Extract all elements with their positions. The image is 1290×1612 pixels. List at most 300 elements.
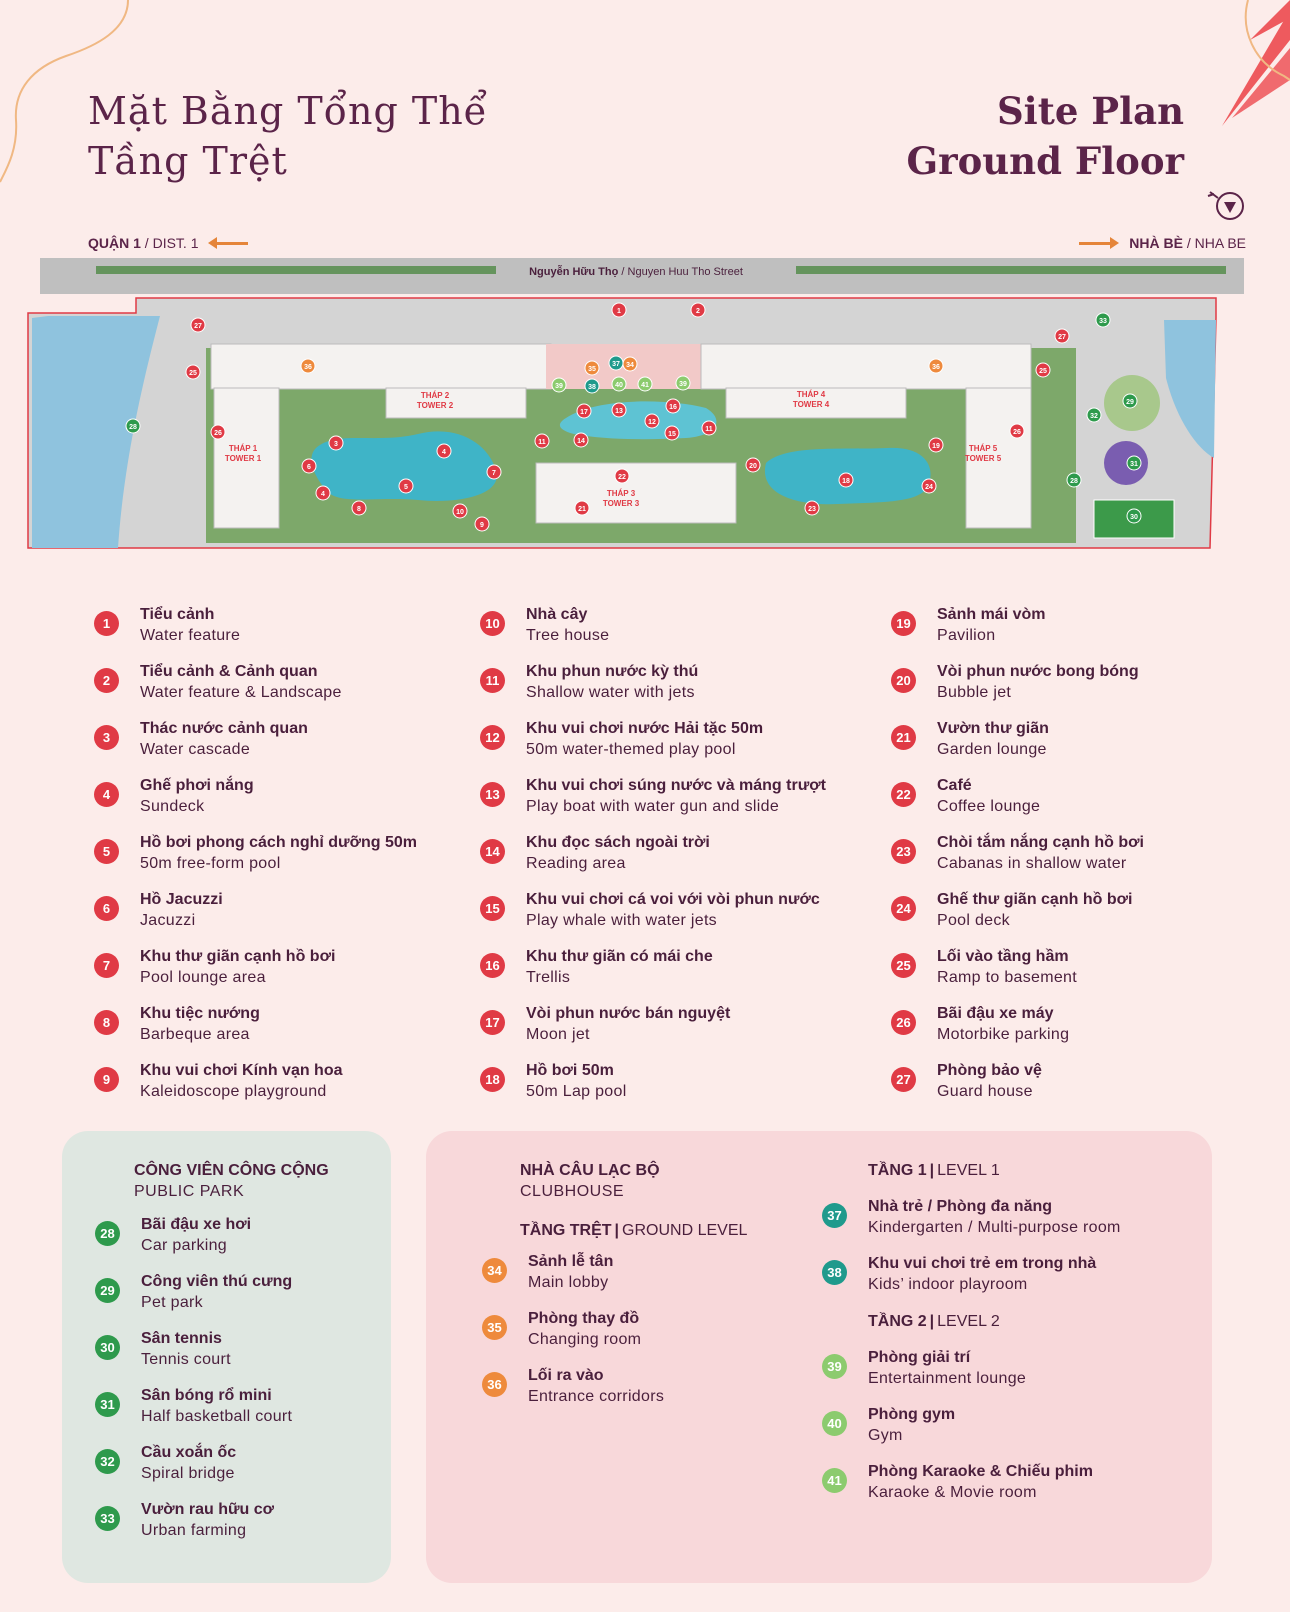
map-marker-33 xyxy=(1096,313,1110,327)
map-marker-number: 15 xyxy=(668,431,676,438)
legend-label-vi: Tiểu cảnh & Cảnh quan xyxy=(140,663,318,680)
legend-item-41 xyxy=(822,1462,1202,1519)
map-marker-number: 17 xyxy=(580,409,588,416)
legend-label-en: Karaoke & Movie room xyxy=(868,1484,1037,1501)
map-marker-number: 4 xyxy=(321,491,325,498)
map-marker-35 xyxy=(585,361,599,375)
legend-item-2 xyxy=(94,662,464,719)
map-marker-36 xyxy=(929,359,943,373)
legend-label-vi: Phòng bảo vệ xyxy=(937,1062,1042,1079)
street-label: Nguyễn Hữu Thọ / Nguyen Huu Tho Street xyxy=(529,266,743,278)
public-park-list xyxy=(95,1215,385,1557)
legend-number-badge: 4 xyxy=(94,782,119,807)
legend-label-vi: Bãi đậu xe hơi xyxy=(141,1216,252,1233)
legend-label-vi: Sân bóng rổ mini xyxy=(141,1387,272,1404)
legend-label-en: Kids’ indoor playroom xyxy=(868,1276,1028,1293)
legend-number-badge: 22 xyxy=(891,782,916,807)
legend-item-20 xyxy=(891,662,1221,719)
map-marker-number: 4 xyxy=(442,449,446,456)
legend-label-vi: Ghế thư giãn cạnh hồ bơi xyxy=(937,891,1133,908)
legend-number-badge: 28 xyxy=(95,1221,120,1246)
map-marker-22 xyxy=(615,469,629,483)
map-marker-34 xyxy=(623,357,637,371)
legend-label-en: Play whale with water jets xyxy=(526,912,717,929)
dir-right-vi: NHÀ BÈ xyxy=(1129,235,1183,251)
legend-number-badge: 40 xyxy=(822,1411,847,1436)
tower-4-label-en: TOWER 4 xyxy=(792,400,830,409)
legend-number-badge: 35 xyxy=(482,1315,507,1340)
map-marker-number: 22 xyxy=(618,474,626,481)
map-marker-26 xyxy=(1010,424,1024,438)
legend-label-en: Ramp to basement xyxy=(937,969,1077,986)
legend-label-vi: Lối ra vào xyxy=(528,1367,604,1384)
legend-item-11 xyxy=(480,662,880,719)
legend-label-vi: Nhà cây xyxy=(526,606,588,623)
legend-label-en: Pet park xyxy=(141,1294,203,1311)
legend-item-8 xyxy=(94,1004,464,1061)
clubhouse-header xyxy=(520,1161,660,1202)
legend-item-5 xyxy=(94,833,464,890)
map-marker-28 xyxy=(126,419,140,433)
legend-label-en: 50m free-form pool xyxy=(140,855,281,872)
map-marker-number: 2 xyxy=(696,308,700,315)
legend-label-vi: Vườn rau hữu cơ xyxy=(141,1501,275,1518)
map-marker-number: 9 xyxy=(480,522,484,529)
legend-label-en: Play boat with water gun and slide xyxy=(526,798,780,815)
map-marker-12 xyxy=(645,414,659,428)
level-2-heading xyxy=(868,1311,1000,1333)
legend-item-21 xyxy=(891,719,1221,776)
north-compass-icon xyxy=(1206,188,1246,224)
map-marker-24 xyxy=(922,479,936,493)
map-marker-4 xyxy=(437,444,451,458)
dir-left-en: DIST. 1 xyxy=(152,235,199,251)
legend-label-vi: Phòng Karaoke & Chiếu phim xyxy=(868,1463,1093,1480)
legend-item-7 xyxy=(94,947,464,1004)
map-marker-number: 25 xyxy=(1039,368,1047,375)
map-marker-number: 36 xyxy=(932,364,940,371)
map-marker-number: 1 xyxy=(617,308,621,315)
map-marker-1 xyxy=(612,303,626,317)
map-marker-number: 24 xyxy=(925,484,933,491)
legend-number-badge: 39 xyxy=(822,1354,847,1379)
legend-item-14 xyxy=(480,833,880,890)
clubhouse-panel xyxy=(426,1131,1212,1583)
map-marker-number: 28 xyxy=(1070,478,1078,485)
ground-level-en: GROUND LEVEL xyxy=(622,1222,748,1239)
legend-label-en: Tennis court xyxy=(141,1351,231,1368)
legend-label-en: Sundeck xyxy=(140,798,205,815)
map-marker-number: 23 xyxy=(808,506,816,513)
map-marker-39 xyxy=(552,378,566,392)
legend-label-en: Pool deck xyxy=(937,912,1010,929)
legend-number-badge: 10 xyxy=(480,611,505,636)
legend-item-30 xyxy=(95,1329,385,1386)
map-marker-25 xyxy=(186,365,200,379)
map-marker-11 xyxy=(702,421,716,435)
map-marker-32 xyxy=(1087,408,1101,422)
map-marker-number: 18 xyxy=(842,478,850,485)
legend-label-vi: Tiểu cảnh xyxy=(140,606,215,623)
street-label-en: Nguyen Huu Tho Street xyxy=(627,266,743,278)
map-marker-number: 35 xyxy=(588,366,596,373)
site-plan-map xyxy=(26,258,1244,568)
legend-item-9 xyxy=(94,1061,464,1118)
legend-label-vi: Hồ bơi 50m xyxy=(526,1062,614,1079)
map-marker-number: 7 xyxy=(492,470,496,477)
title-en-line1: Site Plan xyxy=(996,89,1184,133)
legend-number-badge: 41 xyxy=(822,1468,847,1493)
legend-number-badge: 33 xyxy=(95,1506,120,1531)
arrow-right-icon xyxy=(1079,242,1113,245)
legend-item-35 xyxy=(482,1309,812,1366)
map-marker-3 xyxy=(329,436,343,450)
legend-number-badge: 9 xyxy=(94,1067,119,1092)
legend-number-badge: 25 xyxy=(891,953,916,978)
public-park-panel xyxy=(62,1131,391,1583)
tower-1-label-vi: THÁP 1 xyxy=(228,444,258,453)
legend-label-en: Jacuzzi xyxy=(140,912,196,929)
legend-number-badge: 13 xyxy=(480,782,505,807)
legend-label-vi: Khu phun nước kỳ thú xyxy=(526,663,699,680)
tower-1-label-en: TOWER 1 xyxy=(224,454,262,463)
legend-number-badge: 14 xyxy=(480,839,505,864)
legend-number-badge: 32 xyxy=(95,1449,120,1474)
legend-item-29 xyxy=(95,1272,385,1329)
legend-label-vi: Khu thư giãn có mái che xyxy=(526,948,713,965)
map-marker-number: 32 xyxy=(1090,413,1098,420)
map-marker-18 xyxy=(839,473,853,487)
legend-item-16 xyxy=(480,947,880,1004)
map-marker-20 xyxy=(746,458,760,472)
legend-number-badge: 21 xyxy=(891,725,916,750)
title-en-line2: Ground Floor xyxy=(906,139,1184,183)
legend-label-vi: Thác nước cảnh quan xyxy=(140,720,308,737)
legend-label-vi: Công viên thú cưng xyxy=(141,1273,293,1290)
map-marker-number: 27 xyxy=(1058,334,1066,341)
map-marker-number: 37 xyxy=(612,361,620,368)
level-1-sep: | xyxy=(929,1162,935,1179)
legend-item-4 xyxy=(94,776,464,833)
legend-label-en: Entertainment lounge xyxy=(868,1370,1027,1387)
legend-number-badge: 16 xyxy=(480,953,505,978)
map-marker-16 xyxy=(666,399,680,413)
legend-item-37 xyxy=(822,1197,1202,1254)
legend-label-vi: Lối vào tầng hầm xyxy=(937,948,1069,965)
ground-level-sep: | xyxy=(614,1222,620,1239)
legend-number-badge: 8 xyxy=(94,1010,119,1035)
legend-label-en: Car parking xyxy=(141,1237,228,1254)
legend-label-vi: Bãi đậu xe máy xyxy=(937,1005,1054,1022)
legend-number-badge: 37 xyxy=(822,1203,847,1228)
map-marker-27 xyxy=(1055,329,1069,343)
map-marker-number: 30 xyxy=(1130,514,1138,521)
legend-column-1 xyxy=(94,605,464,1118)
map-marker-2 xyxy=(691,303,705,317)
legend-label-vi: Chòi tắm nắng cạnh hồ bơi xyxy=(937,834,1144,851)
street-label-vi: Nguyễn Hữu Thọ xyxy=(529,266,619,278)
legend-item-25 xyxy=(891,947,1221,1004)
map-marker-13 xyxy=(612,403,626,417)
map-marker-28 xyxy=(1067,473,1081,487)
map-marker-26 xyxy=(211,425,225,439)
legend-number-badge: 17 xyxy=(480,1010,505,1035)
legend-label-vi: Vườn thư giãn xyxy=(937,720,1049,737)
legend-number-badge: 27 xyxy=(891,1067,916,1092)
map-marker-number: 33 xyxy=(1099,318,1107,325)
legend-label-vi: Khu thư giãn cạnh hồ bơi xyxy=(140,948,336,965)
decorative-palm-leaf xyxy=(1180,0,1290,140)
map-marker-number: 27 xyxy=(194,323,202,330)
legend-number-badge: 24 xyxy=(891,896,916,921)
map-marker-number: 26 xyxy=(214,430,222,437)
map-marker-11 xyxy=(535,434,549,448)
map-marker-40 xyxy=(612,377,626,391)
legend-label-en: Pavilion xyxy=(937,627,996,644)
map-marker-25 xyxy=(1036,363,1050,377)
legend-number-badge: 15 xyxy=(480,896,505,921)
legend-number-badge: 6 xyxy=(94,896,119,921)
map-marker-number: 39 xyxy=(555,383,563,390)
map-marker-number: 28 xyxy=(129,424,137,431)
legend-number-badge: 23 xyxy=(891,839,916,864)
legend-label-en: Kaleidoscope playground xyxy=(140,1083,327,1100)
legend-label-vi: Cầu xoắn ốc xyxy=(141,1444,237,1461)
map-marker-29 xyxy=(1123,394,1137,408)
map-marker-8 xyxy=(352,501,366,515)
legend-label-vi: Nhà trẻ / Phòng đa năng xyxy=(868,1198,1053,1215)
legend-number-badge: 29 xyxy=(95,1278,120,1303)
clubhouse-title-en: CLUBHOUSE xyxy=(520,1183,625,1200)
map-marker-number: 11 xyxy=(538,439,546,446)
map-marker-30 xyxy=(1127,509,1141,523)
ground-level-heading xyxy=(520,1220,747,1242)
map-marker-37 xyxy=(609,356,623,370)
direction-right xyxy=(1079,235,1246,251)
legend-label-vi: Khu vui chơi trẻ em trong nhà xyxy=(868,1255,1097,1272)
legend-number-badge: 38 xyxy=(822,1260,847,1285)
map-marker-number: 13 xyxy=(615,408,623,415)
map-marker-5 xyxy=(399,479,413,493)
level-2-en: LEVEL 2 xyxy=(937,1313,1000,1330)
legend-label-en: Reading area xyxy=(526,855,626,872)
legend-number-badge: 18 xyxy=(480,1067,505,1092)
clubhouse-title-vi: NHÀ CÂU LẠC BỘ xyxy=(520,1162,660,1179)
legend-number-badge: 2 xyxy=(94,668,119,693)
legend-label-vi: Khu vui chơi Kính vạn hoa xyxy=(140,1062,343,1079)
map-marker-number: 14 xyxy=(577,438,585,445)
map-marker-number: 3 xyxy=(334,441,338,448)
legend-label-en: Motorbike parking xyxy=(937,1026,1070,1043)
map-marker-number: 25 xyxy=(189,370,197,377)
legend-column-2 xyxy=(480,605,880,1118)
legend-item-12 xyxy=(480,719,880,776)
legend-number-badge: 1 xyxy=(94,611,119,636)
legend-number-badge: 30 xyxy=(95,1335,120,1360)
level-2-list xyxy=(822,1348,1202,1519)
legend-number-badge: 31 xyxy=(95,1392,120,1417)
legend-number-badge: 7 xyxy=(94,953,119,978)
map-marker-number: 29 xyxy=(1126,399,1134,406)
level-2-sep: | xyxy=(929,1313,935,1330)
legend-label-en: Water cascade xyxy=(140,741,251,758)
legend-label-en: Moon jet xyxy=(526,1026,590,1043)
legend-item-33 xyxy=(95,1500,385,1557)
tower-5-label-vi: THÁP 5 xyxy=(968,444,998,453)
legend-label-en: Trellis xyxy=(526,969,571,986)
level-1-heading xyxy=(868,1160,1000,1182)
legend-item-6 xyxy=(94,890,464,947)
map-marker-number: 19 xyxy=(932,443,940,450)
legend-label-en: Main lobby xyxy=(528,1274,609,1291)
map-marker-21 xyxy=(575,501,589,515)
dir-left-slash: / xyxy=(144,235,149,251)
legend-item-39 xyxy=(822,1348,1202,1405)
tower-4-label-vi: THÁP 4 xyxy=(796,390,826,399)
public-park-header xyxy=(134,1161,329,1202)
public-park-title-en: PUBLIC PARK xyxy=(134,1183,245,1200)
legend-number-badge: 36 xyxy=(482,1372,507,1397)
map-marker-number: 6 xyxy=(307,464,311,471)
map-marker-36 xyxy=(301,359,315,373)
tower-2-block xyxy=(386,388,526,418)
legend-label-vi: Khu vui chơi cá voi với vòi phun nước xyxy=(526,891,820,908)
tower-3-label-en: TOWER 3 xyxy=(602,499,640,508)
legend-label-en: Kindergarten / Multi-purpose room xyxy=(868,1219,1121,1236)
legend-number-badge: 11 xyxy=(480,668,505,693)
map-marker-15 xyxy=(665,426,679,440)
legend-item-19 xyxy=(891,605,1221,662)
legend-item-34 xyxy=(482,1252,812,1309)
legend-item-28 xyxy=(95,1215,385,1272)
legend-item-31 xyxy=(95,1386,385,1443)
map-marker-14 xyxy=(574,433,588,447)
legend-label-en: Entrance corridors xyxy=(528,1388,665,1405)
legend-item-32 xyxy=(95,1443,385,1500)
legend-item-36 xyxy=(482,1366,812,1423)
legend-label-en: Urban farming xyxy=(141,1522,247,1539)
legend-number-badge: 26 xyxy=(891,1010,916,1035)
map-marker-number: 12 xyxy=(648,419,656,426)
legend-label-en: Gym xyxy=(868,1427,903,1444)
legend-label-en: Guard house xyxy=(937,1083,1033,1100)
legend-item-3 xyxy=(94,719,464,776)
map-marker-number: 16 xyxy=(669,404,677,411)
level-2-vi: TẦNG 2 xyxy=(868,1313,927,1330)
legend-label-vi: Phòng giải trí xyxy=(868,1349,971,1366)
map-marker-number: 10 xyxy=(456,509,464,516)
legend-label-en: Spiral bridge xyxy=(141,1465,235,1482)
level-1-en: LEVEL 1 xyxy=(937,1162,1000,1179)
map-marker-9 xyxy=(475,517,489,531)
title-vi-line1: Mặt Bằng Tổng Thể xyxy=(88,89,489,133)
map-marker-number: 36 xyxy=(304,364,312,371)
map-marker-41 xyxy=(638,377,652,391)
legend-label-vi: Khu vui chơi nước Hải tặc 50m xyxy=(526,720,764,737)
map-marker-23 xyxy=(805,501,819,515)
legend-item-27 xyxy=(891,1061,1221,1118)
map-marker-number: 40 xyxy=(615,382,623,389)
legend-label-vi: Hồ bơi phong cách nghỉ dưỡng 50m xyxy=(140,834,417,851)
map-marker-27 xyxy=(191,318,205,332)
tower-5-label-en: TOWER 5 xyxy=(964,454,1002,463)
dir-left-vi: QUẬN 1 xyxy=(88,235,141,251)
map-marker-number: 41 xyxy=(641,382,649,389)
legend-item-23 xyxy=(891,833,1221,890)
legend-label-vi: Hồ Jacuzzi xyxy=(140,891,223,908)
dir-right-en: NHA BE xyxy=(1194,235,1246,251)
public-park-title-vi: CÔNG VIÊN CÔNG CỘNG xyxy=(134,1162,329,1179)
legend-label-en: Bubble jet xyxy=(937,684,1012,701)
legend-label-en: 50m water-themed play pool xyxy=(526,741,736,758)
legend-item-26 xyxy=(891,1004,1221,1061)
legend-item-15 xyxy=(480,890,880,947)
legend-label-vi: Sảnh lễ tân xyxy=(528,1253,614,1270)
legend-number-badge: 34 xyxy=(482,1258,507,1283)
legend-column-3 xyxy=(891,605,1221,1118)
building-row-left xyxy=(211,344,551,389)
tower-2-label-vi: THÁP 2 xyxy=(420,391,450,400)
tower-3-label-vi: THÁP 3 xyxy=(606,489,636,498)
tower-2-label-en: TOWER 2 xyxy=(416,401,454,410)
legend-label-en: Water feature xyxy=(140,627,241,644)
legend-label-vi: Café xyxy=(937,777,972,794)
map-marker-17 xyxy=(577,404,591,418)
legend-number-badge: 19 xyxy=(891,611,916,636)
map-marker-10 xyxy=(453,504,467,518)
legend-label-vi: Vòi phun nước bong bóng xyxy=(937,663,1139,680)
legend-label-en: Tree house xyxy=(526,627,610,644)
legend-item-18 xyxy=(480,1061,880,1118)
legend-number-badge: 20 xyxy=(891,668,916,693)
legend-label-en: Changing room xyxy=(528,1331,642,1348)
legend-item-40 xyxy=(822,1405,1202,1462)
legend-number-badge: 5 xyxy=(94,839,119,864)
map-marker-7 xyxy=(487,465,501,479)
map-marker-number: 21 xyxy=(578,506,586,513)
legend-label-en: Barbeque area xyxy=(140,1026,250,1043)
ground-level-vi: TẦNG TRỆT xyxy=(520,1222,612,1239)
map-marker-number: 20 xyxy=(749,463,757,470)
title-vi-line2: Tầng Trệt xyxy=(88,139,288,183)
dir-right-slash: / xyxy=(1186,235,1191,251)
legend-label-en: Half basketball court xyxy=(141,1408,293,1425)
legend-item-10 xyxy=(480,605,880,662)
legend-label-en: 50m Lap pool xyxy=(526,1083,627,1100)
legend-item-13 xyxy=(480,776,880,833)
building-row-right xyxy=(701,344,1031,389)
map-marker-4 xyxy=(316,486,330,500)
legend-label-vi: Sân tennis xyxy=(141,1330,222,1347)
legend-label-en: Garden lounge xyxy=(937,741,1047,758)
legend-label-en: Water feature & Landscape xyxy=(140,684,342,701)
map-marker-31 xyxy=(1127,456,1141,470)
page-title-vietnamese xyxy=(88,86,488,186)
legend-label-en: Coffee lounge xyxy=(937,798,1041,815)
legend-label-vi: Khu đọc sách ngoài trời xyxy=(526,834,710,851)
map-marker-number: 11 xyxy=(705,426,713,433)
arrow-left-icon xyxy=(214,242,248,245)
map-marker-6 xyxy=(302,459,316,473)
map-marker-number: 34 xyxy=(626,362,634,369)
map-marker-number: 31 xyxy=(1130,461,1138,468)
legend-label-vi: Khu tiệc nướng xyxy=(140,1005,260,1022)
map-marker-number: 26 xyxy=(1013,429,1021,436)
legend-label-vi: Ghế phơi nắng xyxy=(140,777,254,794)
map-marker-39 xyxy=(676,376,690,390)
legend-item-24 xyxy=(891,890,1221,947)
map-marker-number: 8 xyxy=(357,506,361,513)
